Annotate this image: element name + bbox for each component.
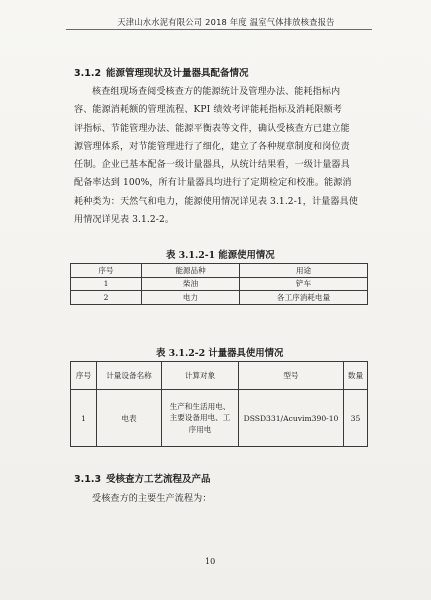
column-header: 数量 bbox=[344, 362, 368, 390]
section-3-1-3-heading bbox=[74, 471, 211, 485]
energy-usage-table bbox=[70, 263, 368, 305]
page-number: 10 bbox=[205, 557, 216, 566]
section-title: 能源管理现状及计量器具配备情况 bbox=[106, 68, 249, 79]
table-cell: 1 bbox=[71, 277, 142, 291]
section-3-1-2-heading bbox=[74, 65, 249, 79]
section-3-1-2-paragraph bbox=[74, 83, 370, 229]
table-cell: 电表 bbox=[97, 390, 162, 447]
bleed-through-text bbox=[98, 525, 338, 565]
column-header: 序号 bbox=[71, 362, 97, 390]
paragraph-line: 配备率达到 100%，所有计量器具均进行了定期检定和校准。能源消 bbox=[74, 178, 352, 189]
table-cell: 电力 bbox=[142, 291, 240, 305]
paragraph-line: 用情况详见表 3.1.2-2。 bbox=[74, 215, 175, 226]
cell-line: 生产和生活用电、 bbox=[169, 401, 231, 411]
table-cell: 柴油 bbox=[142, 277, 240, 291]
column-header: 计量设备名称 bbox=[97, 362, 162, 390]
column-header: 用途 bbox=[240, 264, 368, 278]
section-3-1-3-intro: 受核查方的主要生产流程为： bbox=[92, 494, 212, 504]
section-number: 3.1.2 bbox=[74, 68, 102, 79]
paragraph-line: 容、能源消耗额的管理流程、KPI 绩效考评能耗指标及消耗限额考 bbox=[74, 105, 343, 116]
table-cell: DSSD331/Acuvim390-10 bbox=[239, 390, 344, 447]
report-header: 天津山水水泥有限公司 2018 年度 温室气体排放核查报告 bbox=[117, 17, 335, 27]
table-cell: 1 bbox=[71, 390, 97, 447]
table-cell: 铲车 bbox=[240, 277, 368, 291]
table-row bbox=[71, 291, 368, 305]
table-cell: 2 bbox=[71, 291, 142, 305]
header-divider bbox=[66, 29, 372, 30]
paragraph-line: 任制。企业已基本配备一级计量器具，从统计结果看，一级计量器具 bbox=[74, 160, 350, 171]
table-header-row bbox=[71, 264, 368, 278]
column-header: 型号 bbox=[239, 362, 344, 390]
section-title: 受核查方工艺流程及产品 bbox=[106, 474, 211, 485]
paragraph-line: 耗种类为：天然气和电力，能源使用情况详见表 3.1.2-1，计量器具使 bbox=[74, 196, 358, 207]
table-header-row bbox=[71, 362, 368, 390]
table-1-caption: 表 3.1.2-1 能源使用情况 bbox=[166, 250, 275, 261]
table-row bbox=[71, 277, 368, 291]
column-header: 计算对象 bbox=[162, 362, 239, 390]
table-cell: 各工序消耗电量 bbox=[240, 291, 368, 305]
section-number: 3.1.3 bbox=[74, 474, 102, 485]
table-row bbox=[71, 390, 368, 447]
table-2-caption: 表 3.1.2-2 计量器具使用情况 bbox=[156, 348, 284, 359]
column-header: 序号 bbox=[71, 264, 142, 278]
paragraph-line: 评指标、节能管理办法、能源平衡表等文件，确认受核查方已建立能 bbox=[74, 123, 350, 134]
paragraph-line: 源管理体系，对节能管理进行了细化，建立了各种规章制度和岗位责 bbox=[74, 141, 350, 152]
paragraph-line: 核查组现场查阅受核查方的能源统计及管理办法、能耗指标内 bbox=[92, 87, 341, 97]
table-cell: 35 bbox=[344, 390, 368, 447]
cell-line: 主要设备用电、工 bbox=[169, 413, 231, 423]
cell-line: 序用电 bbox=[188, 424, 212, 434]
metering-instruments-table bbox=[70, 361, 368, 447]
column-header: 能源品种 bbox=[142, 264, 240, 278]
table-cell bbox=[162, 390, 239, 447]
